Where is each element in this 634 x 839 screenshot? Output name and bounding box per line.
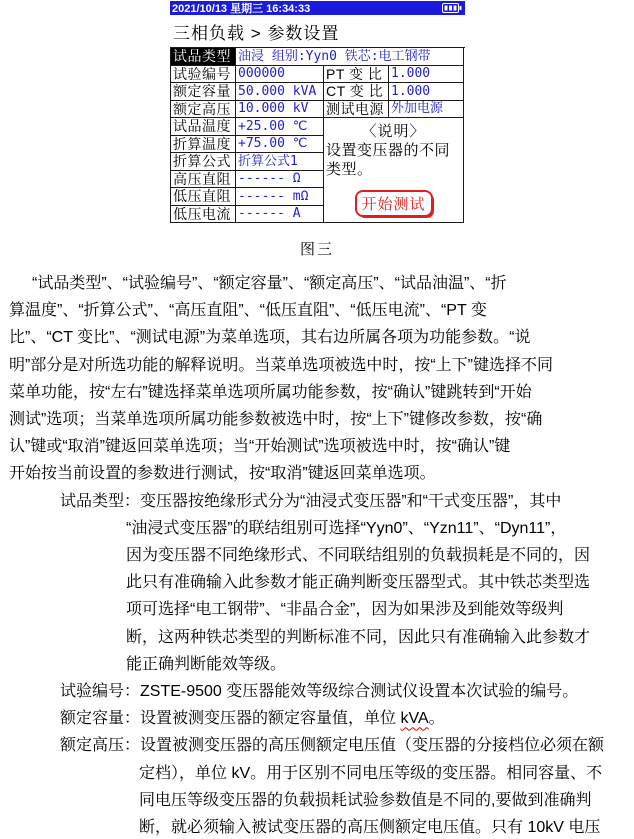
menu-item-sample-type: 试品类型 [171,48,236,66]
paragraph-line: 测试”选项；当菜单选项所属功能参数被选中时，按“上下”键修改参数，按“确 [9,411,543,429]
menu-item-rated-capacity: 额定容量 [171,83,236,101]
spellcheck-squiggle-kva: kVA [400,710,429,728]
device-screen-figure [170,1,465,223]
menu-item-test-number: 试验编号 [171,66,236,84]
value-convert-temp: +75.00 ℃ [236,136,324,154]
device-breadcrumb: 三相负载 > 参数设置 [173,23,340,43]
paragraph-line: 比”、“CT 变比”、“测试电源”为菜单选项，其右边所属各项为功能参数。“说 [9,329,531,347]
note-body: 设置变压器的不同类型。 [326,142,451,178]
paragraph-line: 同电压等级变压器的负载损耗试验参数值是不同的,要做到准确判 [139,791,592,809]
start-test-button: 开始测试 [354,190,432,217]
menu-item-test-power: 测试电源 [324,101,389,119]
parameter-table [170,47,465,223]
value-test-power: 外加电源 [389,101,464,119]
value-rated-capacity: 50.000 kVA [236,83,324,101]
value-pt-ratio: 1.000 [389,66,464,84]
paragraph-line: 此只有准确输入此参数才能正确判断变压器型式。其中铁芯类型选 [126,574,591,592]
paragraph-line: 开始按当前设置的参数进行测试，按“取消”键返回菜单选项。 [9,465,436,483]
value-sample-type: 油浸 组别:Yyn0 铁芯:电工钢带 [236,48,464,66]
menu-item-sample-temp: 试品温度 [171,118,236,136]
value-hv-resistance: ------ Ω [236,171,324,189]
text-segment: 。 [428,710,445,728]
paragraph-line: 断，就必须输入被试变压器的高压侧额定电压值。只有 10kV 电压 [139,819,601,837]
battery-icon [442,3,462,13]
figure-caption: 图三 [299,241,334,258]
paragraph-line: 因为变压器不同绝缘形式、不同联结组别的负载损耗是不同的，因 [126,547,591,565]
paragraph-line: “试品类型”、“试验编号”、“额定容量”、“额定高压”、“试品油温”、“折 [32,275,507,292]
menu-item-lv-resistance: 低压直阻 [171,188,236,206]
paragraph-line: 明”部分是对所选功能的解释说明。当菜单选项被选中时，按“上下”键选择不同 [9,356,553,374]
value-sample-temp: +25.00 ℃ [236,118,324,136]
status-datetime: 2021/10/13 星期三 16:34:33 [172,3,311,15]
paragraph-line: 菜单功能，按“左右”键选择菜单选项所属功能参数，按“确认”键跳转到“开始 [9,383,532,401]
menu-item-rated-hv: 额定高压 [171,101,236,119]
paragraph-line: 项可选择“电工钢带”、“非晶合金”，因为如果涉及到能效等级判 [126,601,564,619]
menu-item-lv-current: 低压电流 [171,206,236,224]
note-panel [324,118,464,223]
text-segment: 额定容量：设置被测变压器的额定容量值，单位 [60,710,401,728]
paragraph-line: 认”键或“取消”键返回菜单选项；当“开始测试”选项被选中时，按“确认”键 [9,438,511,456]
definition-test-number: 试验编号：ZSTE-9500 变压器能效等级综合测试仪设置本次试验的编号。 [60,683,579,701]
paragraph-line: 断，这两种铁芯类型的判断标准不同，因此只有准确输入此参数才 [126,628,591,646]
value-ct-ratio: 1.000 [389,83,464,101]
definition-rated-hv: 额定高压：设置被测变压器的高压侧额定电压值（变压器的分接档位必须在额 [60,737,605,755]
paragraph-line: 定档），单位 kV。用于区别不同电压等级的变压器。相同容量、不 [139,764,603,782]
menu-item-hv-resistance: 高压直阻 [171,171,236,189]
value-rated-hv: 10.000 kV [236,101,324,119]
value-lv-current: ------ A [236,206,324,224]
device-status-bar [170,1,465,15]
value-convert-formula: 折算公式1 [236,153,324,171]
value-test-number: 000000 [236,66,324,84]
definition-rated-capacity [0,705,634,732]
body-text [0,270,634,839]
paragraph-line: 算温度”、“折算公式”、“高压直阻”、“低压直阻”、“低压电流”、“PT 变 [9,302,487,320]
menu-item-ct-ratio: CT 变 比 [324,83,389,101]
menu-item-convert-formula: 折算公式 [171,153,236,171]
definition-sample-type: 试品类型：变压器按绝缘形式分为“油浸式变压器”和“干式变压器”，其中 [60,492,562,510]
menu-item-pt-ratio: PT 变 比 [324,66,389,84]
note-title: 〈说明〉 [361,123,426,140]
menu-item-convert-temp: 折算温度 [171,136,236,154]
paragraph-line: 能正确判断能效等级。 [126,655,287,673]
paragraph-line: “油浸式变压器”的联结组别可选择“Yyn0”、“Yzn11”、“Dyn11”， [126,519,567,537]
value-lv-resistance: ------ mΩ [236,188,324,206]
